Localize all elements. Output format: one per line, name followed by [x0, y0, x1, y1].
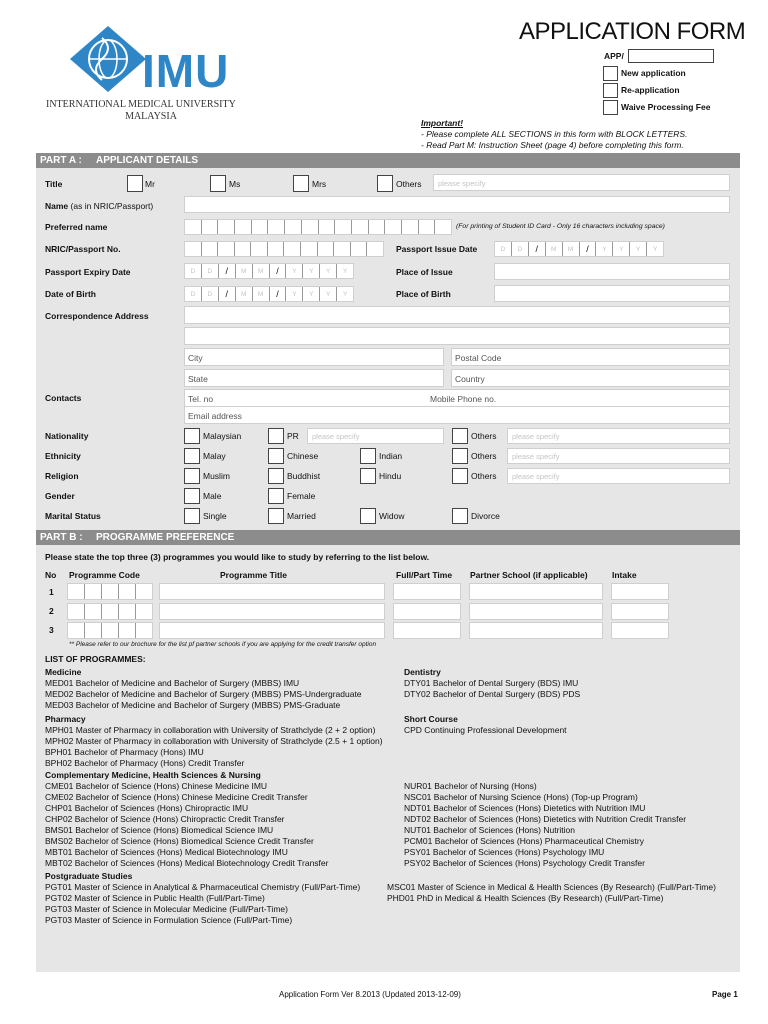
checkbox-female[interactable]	[268, 488, 284, 504]
tel-input[interactable]	[184, 389, 730, 407]
buddhist-label: Buddhist	[287, 471, 321, 481]
programme-item: PSY02 Bachelor of Sciences (Hons) Psychology Credit Transfer	[404, 858, 645, 868]
part-a-bar	[36, 153, 740, 168]
programme-item: CPD Continuing Professional Development	[404, 725, 567, 735]
programme-item: PGT01 Master of Science in Analytical & Pharmaceutical Chemistry (Full/Part-Time)	[45, 882, 361, 892]
waive-fee-label: Waive Processing Fee	[621, 102, 711, 112]
date-digit: Y	[342, 291, 348, 298]
partner-school-input-1[interactable]	[469, 583, 603, 600]
email-label: Email address	[188, 411, 242, 421]
programme-item: PGT03 Master of Science in Molecular Medicine (Full/Part-Time)	[45, 904, 288, 914]
name-label	[45, 201, 153, 211]
form-title: APPLICATION FORM	[519, 18, 746, 45]
date-digit: Y	[286, 264, 303, 278]
row-number: 1	[49, 587, 54, 597]
nationality-specify-input[interactable]	[507, 428, 730, 444]
col-intake: Intake	[612, 570, 637, 580]
gender-label: Gender	[45, 491, 75, 501]
logo	[44, 22, 258, 122]
single-label: Single	[203, 511, 227, 521]
checkbox-hindu[interactable]	[360, 468, 376, 484]
programme-item: PGT02 Master of Science in Public Health (Full/Part-Time)	[45, 893, 265, 903]
religion-specify-input[interactable]	[507, 468, 730, 484]
date-digit: Y	[286, 287, 303, 301]
date-sep: /	[270, 264, 287, 278]
passport-expiry-date-input[interactable]	[184, 263, 354, 279]
date-sep: /	[219, 287, 236, 301]
state-label: State	[188, 374, 208, 384]
medicine-heading: Medicine	[45, 667, 82, 677]
dentistry-heading: Dentistry	[404, 667, 441, 677]
checkbox-ms[interactable]	[210, 175, 226, 192]
university-country: MALAYSIA	[125, 111, 177, 122]
preferred-name-note: (For printing of Student ID Card - Only 16 characters including space)	[456, 223, 665, 230]
date-digit: M	[236, 287, 253, 301]
university-name: INTERNATIONAL MEDICAL UNIVERSITY	[46, 99, 236, 110]
checkbox-widow[interactable]	[360, 508, 376, 524]
important-title: Important!	[421, 118, 464, 128]
row-number: 2	[49, 606, 54, 616]
checkbox-male[interactable]	[184, 488, 200, 504]
male-label: Male	[203, 491, 222, 501]
programme-item: NDT02 Bachelor of Sciences (Hons) Dietetics with Nutrition Credit Transfer	[404, 814, 687, 824]
postgraduate-heading: Postgraduate Studies	[45, 871, 133, 881]
full-part-time-input-1[interactable]	[393, 583, 461, 600]
checkbox-buddhist[interactable]	[268, 468, 284, 484]
programme-title-input-1[interactable]	[159, 583, 385, 600]
part-a-title: APPLICANT DETAILS	[96, 155, 199, 166]
date-of-birth-input[interactable]	[184, 286, 354, 302]
others-religion-label: Others	[471, 471, 497, 481]
app-number-input[interactable]	[628, 49, 714, 63]
date-digit: Y	[342, 268, 348, 275]
indian-label: Indian	[379, 451, 403, 461]
preferred-name-label: Preferred name	[45, 222, 108, 232]
checkbox-malaysian[interactable]	[184, 428, 200, 444]
partner-school-input-3[interactable]	[469, 622, 603, 639]
nationality-label: Nationality	[45, 431, 89, 441]
mr-label: Mr	[145, 179, 155, 189]
part-b-heading: PART B :	[40, 532, 83, 543]
email-input[interactable]	[184, 406, 730, 424]
checkbox-indian[interactable]	[360, 448, 376, 464]
mobile-label: Mobile Phone no.	[430, 394, 497, 404]
row-number: 3	[49, 625, 54, 635]
checkbox-pr[interactable]	[268, 428, 284, 444]
date-sep: /	[270, 287, 287, 301]
part-a-heading: PART A :	[40, 155, 82, 166]
programme-item: NUT01 Bachelor of Sciences (Hons) Nutrition	[404, 825, 576, 835]
checkbox-divorce[interactable]	[452, 508, 468, 524]
date-digit: M	[563, 242, 580, 256]
tel-label: Tel. no	[188, 394, 214, 404]
programme-item: BMS01 Bachelor of Science (Hons) Biomedical Science IMU	[45, 825, 274, 835]
checkbox-others-title[interactable]	[377, 175, 393, 192]
state-input[interactable]	[184, 369, 444, 387]
programme-item: PSY01 Bachelor of Sciences (Hons) Psychology IMU	[404, 847, 605, 857]
date-digit: M	[253, 264, 270, 278]
date-digit: Y	[320, 287, 337, 301]
date-digit: Y	[596, 242, 613, 256]
date-digit: Y	[652, 246, 658, 253]
widow-label: Widow	[379, 511, 405, 521]
imu-globe-icon	[68, 24, 148, 94]
malaysian-label: Malaysian	[203, 431, 242, 441]
date-of-birth-label: Date of Birth	[45, 289, 96, 299]
religion-specify-placeholder: please specify	[512, 472, 560, 481]
date-digit: M	[253, 287, 270, 301]
ethnicity-label: Ethnicity	[45, 451, 81, 461]
programme-code-input-1[interactable]	[67, 583, 153, 600]
date-digit: D	[512, 242, 529, 256]
programme-item: BMS02 Bachelor of Science (Hons) Biomedical Science Credit Transfer	[45, 836, 314, 846]
logo-text: IMU	[142, 45, 230, 97]
others-ethnicity-label: Others	[471, 451, 497, 461]
date-digit: D	[495, 242, 512, 256]
malay-label: Malay	[203, 451, 226, 461]
female-label: Female	[287, 491, 316, 501]
divorce-label: Divorce	[471, 511, 500, 521]
date-digit: Y	[320, 264, 337, 278]
programme-item: MSC01 Master of Science in Medical & Health Sciences (By Research) (Full/Part-Time)	[387, 882, 716, 892]
intake-input-2[interactable]	[611, 603, 669, 620]
passport-issue-date-input[interactable]	[494, 241, 664, 257]
place-of-issue-label: Place of Issue	[396, 267, 453, 277]
chinese-label: Chinese	[287, 451, 319, 461]
programme-item: CHP01 Bachelor of Sciences (Hons) Chiropractic IMU	[45, 803, 249, 813]
nationality-specify-placeholder: please specify	[512, 432, 560, 441]
ms-label: Ms	[229, 179, 241, 189]
nric-label: NRIC/Passport No.	[45, 244, 121, 254]
programme-item: MED01 Bachelor of Medicine and Bachelor of Surgery (MBBS) IMU	[45, 678, 300, 688]
programme-item: CHP02 Bachelor of Science (Hons) Chiropractic Credit Transfer	[45, 814, 285, 824]
place-of-birth-label: Place of Birth	[396, 289, 451, 299]
others-nationality-label: Others	[471, 431, 497, 441]
checkbox-new-application[interactable]	[603, 66, 618, 81]
checkbox-chinese[interactable]	[268, 448, 284, 464]
part-b-title: PROGRAMME PREFERENCE	[96, 532, 235, 543]
intake-input-1[interactable]	[611, 583, 669, 600]
date-digit: Y	[613, 242, 630, 256]
programme-item: PGT03 Master of Science in Formulation Science (Full/Part-Time)	[45, 915, 293, 925]
date-digit: M	[546, 242, 563, 256]
important-line-1: - Please complete ALL SECTIONS in this form with BLOCK LETTERS.	[421, 129, 688, 139]
col-programme-title: Programme Title	[220, 570, 287, 580]
mrs-label: Mrs	[312, 179, 327, 189]
programme-item: PCM01 Bachelor of Sciences (Hons) Pharmaceutical Chemistry	[404, 836, 644, 846]
col-programme-code: Programme Code	[69, 570, 140, 580]
hindu-label: Hindu	[379, 471, 402, 481]
others-title-label: Others	[396, 179, 422, 189]
passport-issue-date-label: Passport Issue Date	[396, 244, 478, 254]
col-full-part-time: Full/Part Time	[396, 570, 453, 580]
checkbox-muslim[interactable]	[184, 468, 200, 484]
muslim-label: Muslim	[203, 471, 230, 481]
date-digit: Y	[303, 287, 320, 301]
checkbox-mrs[interactable]	[293, 175, 309, 192]
intake-input-3[interactable]	[611, 622, 669, 639]
date-digit: D	[185, 264, 202, 278]
full-part-time-input-2[interactable]	[393, 603, 461, 620]
programme-item: BPH01 Bachelor of Pharmacy (Hons) IMU	[45, 747, 204, 757]
date-sep: /	[529, 242, 546, 256]
programme-item: PHD01 PhD in Medical & Health Sciences (By Research) (Full/Part-Time)	[387, 893, 664, 903]
pr-label: PR	[287, 431, 299, 441]
name-input[interactable]	[184, 196, 730, 213]
checkbox-others-religion[interactable]	[452, 468, 468, 484]
footer-version: Application Form Ver 8.2013 (Updated 2013-12-09)	[279, 990, 461, 999]
ethnicity-specify-placeholder: please specify	[512, 452, 560, 461]
pr-specify-input[interactable]	[307, 428, 444, 444]
address-line-2-input[interactable]	[184, 327, 730, 345]
programme-item: NUR01 Bachelor of Nursing (Hons)	[404, 781, 537, 791]
programme-title-input-2[interactable]	[159, 603, 385, 620]
married-label: Married	[287, 511, 316, 521]
city-input[interactable]	[184, 348, 444, 366]
checkbox-others-ethnicity[interactable]	[452, 448, 468, 464]
postal-code-label: Postal Code	[455, 353, 502, 363]
checkbox-married[interactable]	[268, 508, 284, 524]
programme-item: CME02 Bachelor of Science (Hons) Chinese Medicine Credit Transfer	[45, 792, 308, 802]
programme-item: MPH01 Master of Pharmacy in collaboration with University of Strathclyde (2 + 2 option)	[45, 725, 376, 735]
date-digit: Y	[630, 242, 647, 256]
pharmacy-heading: Pharmacy	[45, 714, 86, 724]
checkbox-mr[interactable]	[127, 175, 143, 192]
place-of-issue-input[interactable]	[494, 263, 730, 280]
country-input[interactable]	[451, 369, 730, 387]
programme-code-input-3[interactable]	[67, 622, 153, 639]
programme-item: MED03 Bachelor of Medicine and Bachelor of Surgery (MBBS) PMS-Graduate	[45, 700, 341, 710]
programme-item: NSC01 Bachelor of Nursing Science (Hons) (Top-up Program)	[404, 792, 638, 802]
app-label: APP/	[604, 51, 624, 61]
important-line-2: - Read Part M: Instruction Sheet (page 4) before completing this form.	[421, 140, 684, 150]
date-sep: /	[219, 264, 236, 278]
date-sep: /	[580, 242, 597, 256]
new-application-label: New application	[621, 68, 686, 78]
nric-input[interactable]	[184, 241, 384, 257]
programme-item: MED02 Bachelor of Medicine and Bachelor of Surgery (MBBS) PMS-Undergraduate	[45, 689, 362, 699]
ethnicity-specify-input[interactable]	[507, 448, 730, 464]
address-line-1-input[interactable]	[184, 306, 730, 324]
contacts-label: Contacts	[45, 393, 82, 403]
checkbox-others-nationality[interactable]	[452, 428, 468, 444]
programme-item: MPH02 Master of Pharmacy in collaboration with University of Strathclyde (2.5 + 1 option)	[45, 736, 383, 746]
list-of-programmes-heading: LIST OF PROGRAMMES:	[45, 654, 146, 664]
pr-specify-placeholder: please specify	[312, 432, 360, 441]
footer-page-number: Page 1	[712, 990, 738, 999]
partner-school-input-2[interactable]	[469, 603, 603, 620]
full-part-time-input-3[interactable]	[393, 622, 461, 639]
re-application-label: Re-application	[621, 85, 680, 95]
religion-label: Religion	[45, 471, 79, 481]
country-label: Country	[455, 374, 485, 384]
programme-title-input-3[interactable]	[159, 622, 385, 639]
checkbox-single[interactable]	[184, 508, 200, 524]
passport-expiry-date-label: Passport Expiry Date	[45, 267, 131, 277]
col-no: No	[45, 570, 57, 580]
programme-item: NDT01 Bachelor of Sciences (Hons) Dietetics with Nutrition IMU	[404, 803, 646, 813]
short-course-heading: Short Course	[404, 714, 458, 724]
city-label: City	[188, 353, 203, 363]
postal-code-input[interactable]	[451, 348, 730, 366]
name-label-text: Name	[45, 201, 69, 211]
marital-status-label: Marital Status	[45, 511, 101, 521]
programme-code-input-2[interactable]	[67, 603, 153, 620]
preferred-name-input[interactable]	[184, 219, 452, 235]
programme-item: DTY01 Bachelor of Dental Surgery (BDS) IMU	[404, 678, 579, 688]
part-b-instruction: Please state the top three (3) programmes you would like to study by referring to the list below.	[45, 552, 430, 562]
date-digit: D	[185, 287, 202, 301]
programme-item: CME01 Bachelor of Science (Hons) Chinese Medicine IMU	[45, 781, 268, 791]
checkbox-waive-fee[interactable]	[603, 100, 618, 115]
date-digit: M	[236, 264, 253, 278]
name-note: (as in NRIC/Passport)	[70, 201, 154, 211]
date-digit: D	[202, 264, 219, 278]
title-specify-input[interactable]	[433, 174, 730, 191]
complementary-heading: Complementary Medicine, Health Sciences & Nursing	[45, 770, 261, 780]
partner-school-footnote: ** Please refer to our brochure for the list pf partner schools if you are applying for the credit transfer option	[69, 641, 377, 648]
title-label: Title	[45, 179, 63, 189]
programme-item: BPH02 Bachelor of Pharmacy (Hons) Credit Transfer	[45, 758, 245, 768]
correspondence-address-label: Correspondence Address	[45, 311, 149, 321]
programme-item: DTY02 Bachelor of Dental Surgery (BDS) PDS	[404, 689, 581, 699]
checkbox-malay[interactable]	[184, 448, 200, 464]
date-digit: Y	[303, 264, 320, 278]
date-digit: D	[202, 287, 219, 301]
part-b-bar	[36, 530, 740, 545]
checkbox-re-application[interactable]	[603, 83, 618, 98]
col-partner-school: Partner School (if applicable)	[470, 570, 588, 580]
programme-item: MBT02 Bachelor of Sciences (Hons) Medical Biotechnology Credit Transfer	[45, 858, 329, 868]
title-specify-placeholder: please specify	[438, 179, 486, 188]
programme-item: MBT01 Bachelor of Sciences (Hons) Medical Biotechnology IMU	[45, 847, 288, 857]
place-of-birth-input[interactable]	[494, 285, 730, 302]
